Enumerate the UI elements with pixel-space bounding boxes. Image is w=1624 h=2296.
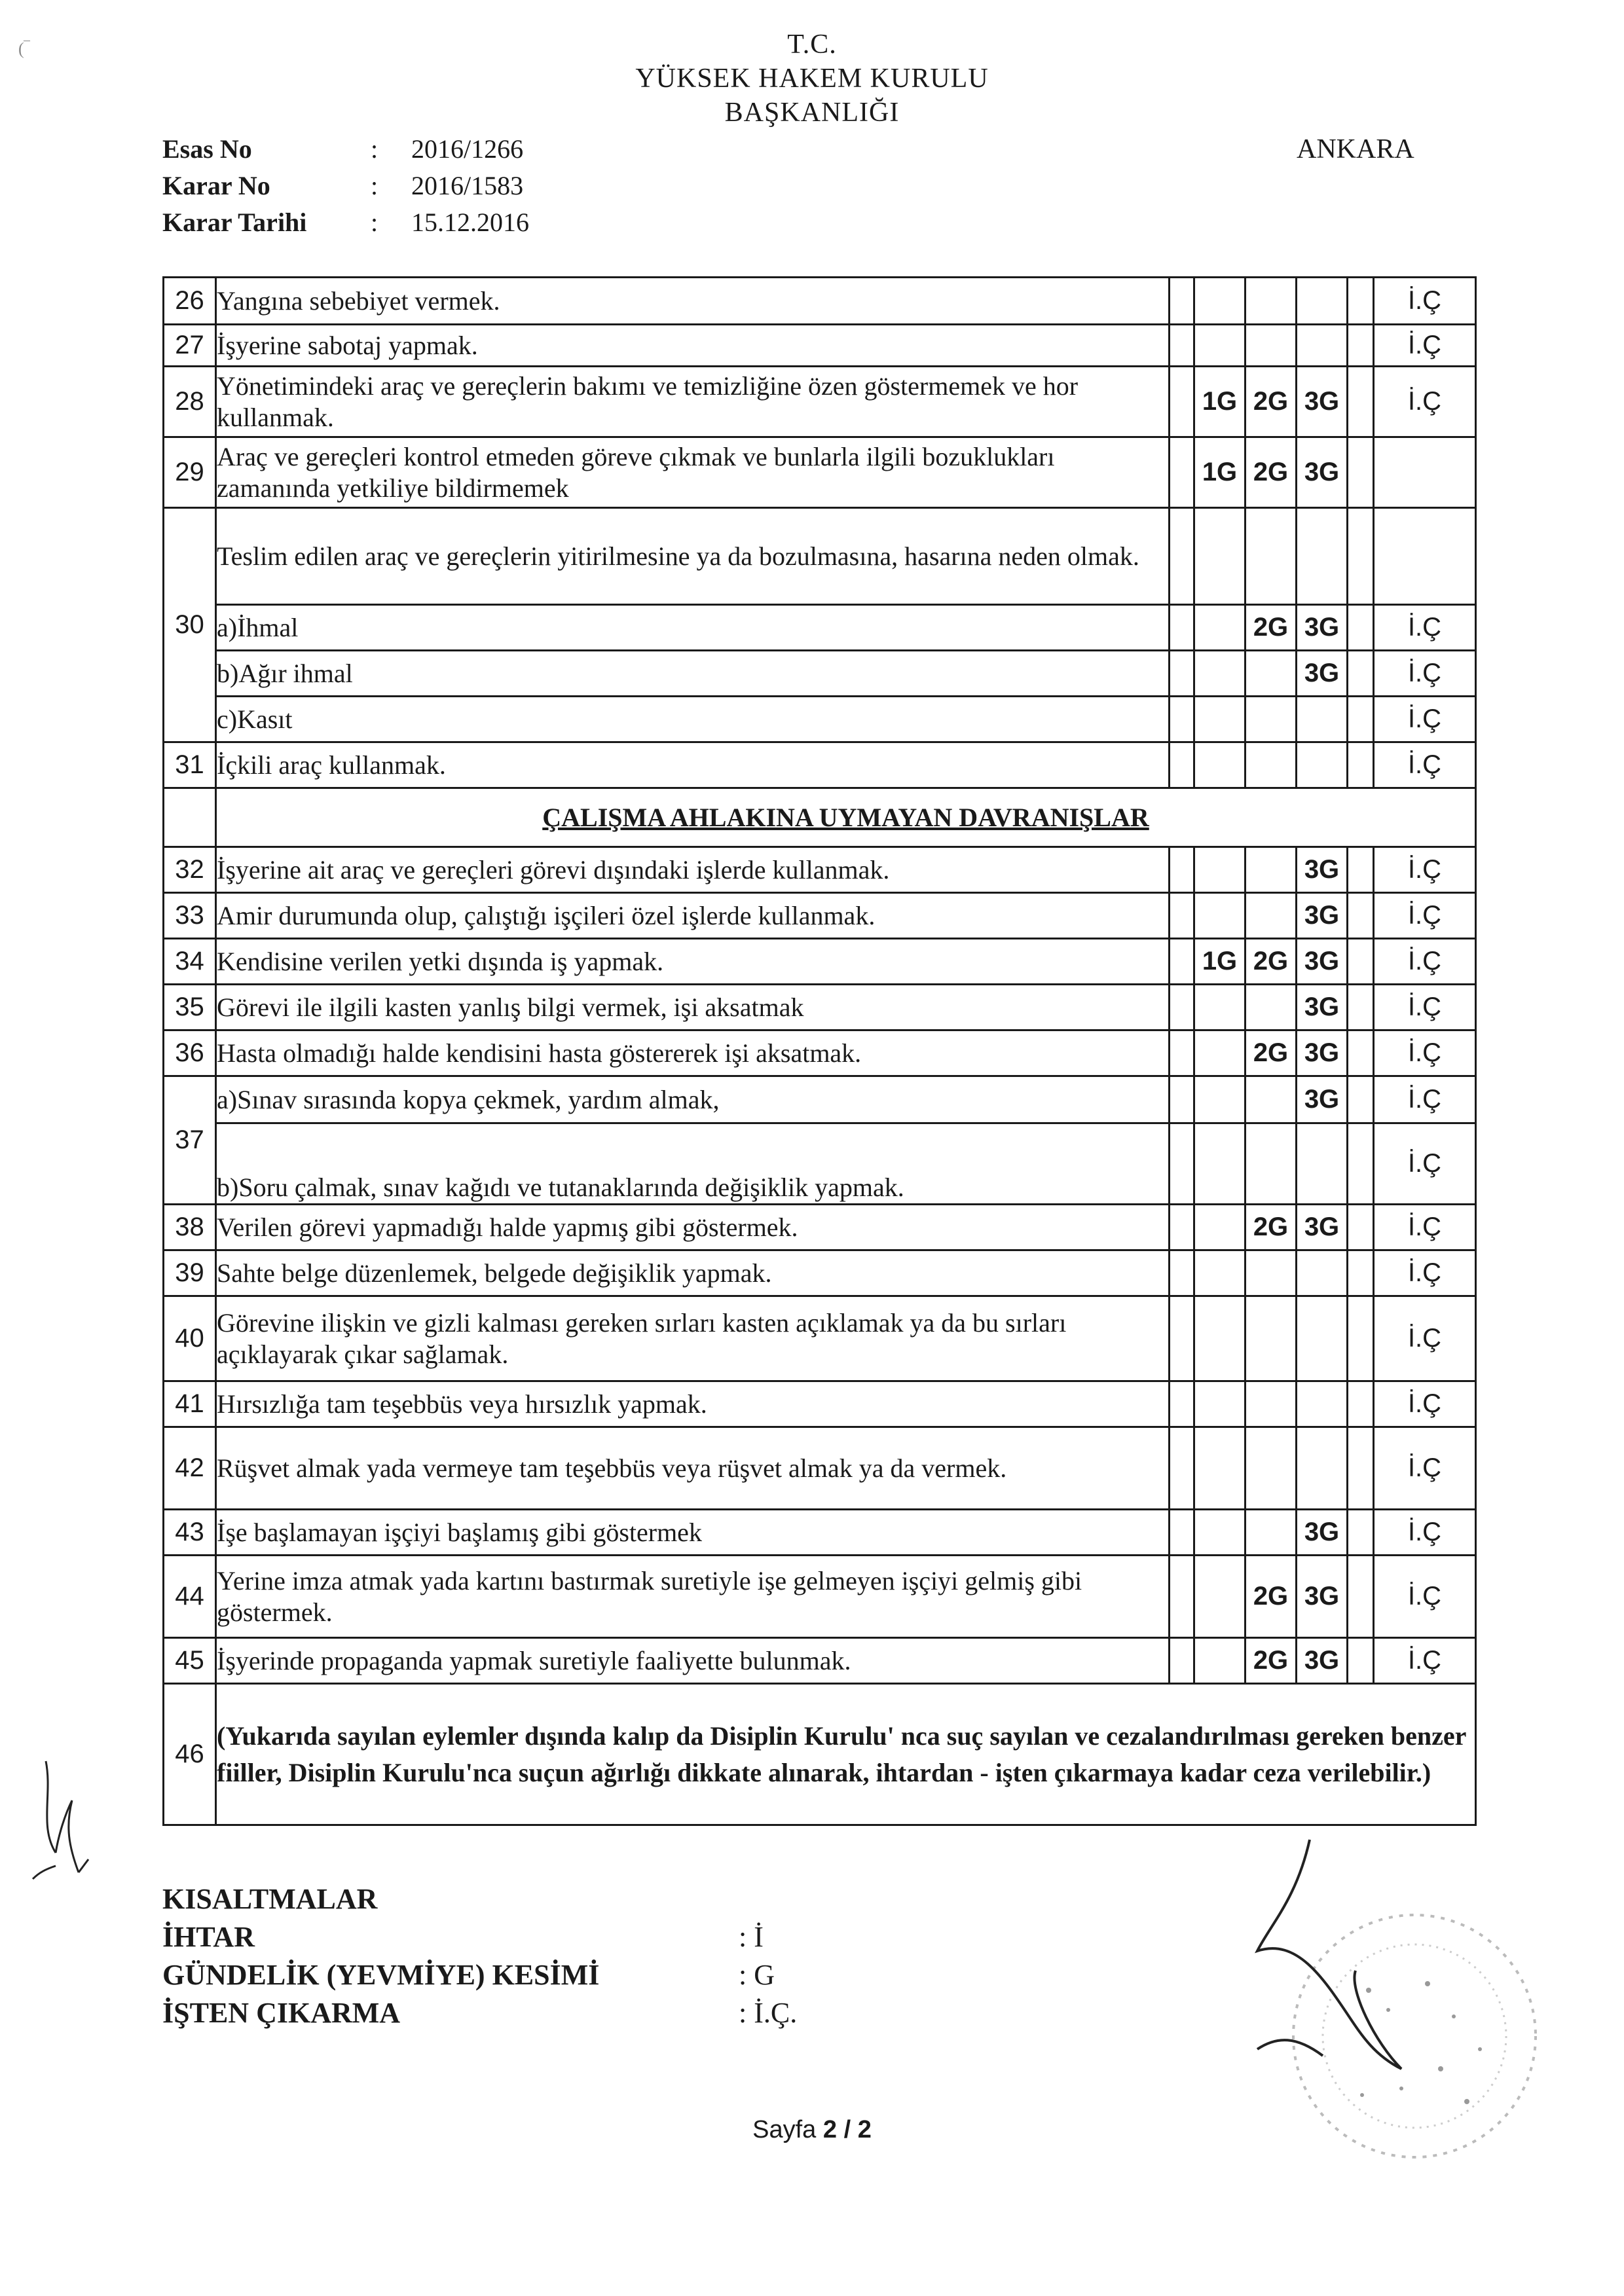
penalty-dismissal: İ.Ç [1374, 742, 1476, 788]
penalty-dismissal: İ.Ç [1374, 847, 1476, 893]
penalty-3g: 3G [1297, 847, 1348, 893]
row-number: 46 [164, 1684, 216, 1825]
row-number: 27 [164, 325, 216, 367]
margin-signature [26, 1755, 105, 1886]
abbreviation-term: İHTAR [162, 1921, 255, 1953]
penalty-2g: 2G [1246, 1205, 1297, 1250]
row-number: 42 [164, 1427, 216, 1510]
row-number: 31 [164, 742, 216, 788]
row-number: 35 [164, 985, 216, 1030]
meta-label: Esas No [162, 134, 252, 164]
penalty-dismissal: İ.Ç [1374, 605, 1476, 651]
blank-cell [1348, 985, 1374, 1030]
row-number: 41 [164, 1381, 216, 1427]
penalty-1g [1194, 742, 1246, 788]
blank-cell [1348, 1076, 1374, 1123]
row-description: İçkili araç kullanmak. [216, 742, 1170, 788]
penalty-2g [1246, 1250, 1297, 1296]
penalty-dismissal: İ.Ç [1374, 893, 1476, 939]
penalty-2g [1246, 1296, 1297, 1381]
row-description: Teslim edilen araç ve gereçlerin yitirilmesine ya da bozulmasına, hasarına neden olmak. [216, 508, 1170, 605]
blank-cell [1170, 1205, 1194, 1250]
penalty-dismissal: İ.Ç [1374, 1205, 1476, 1250]
meta-value: 2016/1583 [411, 171, 524, 200]
meta-row-karar [162, 168, 529, 204]
row-number: 28 [164, 367, 216, 437]
penalty-1g [1194, 651, 1246, 697]
blank-cell [1170, 1638, 1194, 1684]
row-number: 37 [164, 1076, 216, 1205]
blank-cell [1348, 1427, 1374, 1510]
blank-cell [1246, 508, 1297, 605]
table-row [164, 1250, 1476, 1296]
table-row [164, 1205, 1476, 1250]
penalty-dismissal: İ.Ç [1374, 1427, 1476, 1510]
penalty-1g [1194, 985, 1246, 1030]
table-row [164, 278, 1476, 325]
penalty-table [162, 276, 1477, 1826]
penalty-1g [1194, 893, 1246, 939]
penalty-2g: 2G [1246, 1556, 1297, 1638]
penalty-2g: 2G [1246, 1638, 1297, 1684]
table-row [164, 1381, 1476, 1427]
meta-row-tarih [162, 204, 529, 241]
penalty-2g [1246, 1076, 1297, 1123]
blank-cell [1348, 651, 1374, 697]
penalty-2g [1246, 893, 1297, 939]
blank-cell [1194, 508, 1246, 605]
penalty-dismissal: İ.Ç [1374, 1250, 1476, 1296]
row-footnote: (Yukarıda sayılan eylemler dışında kalıp da Disiplin Kurulu' nca suç sayılan ve cezalandırılması gereken benzer fiiller, Disiplin Kurulu'nca suçun ağırlığı dikkate alınarak, ihtardan - işten çıkarmaya kadar ceza verilebilir.) [216, 1684, 1476, 1825]
blank-cell [1170, 278, 1194, 325]
table-row [164, 1076, 1476, 1123]
city: ANKARA [1297, 134, 1414, 164]
blank-cell [1170, 437, 1194, 508]
table-row [164, 367, 1476, 437]
row-description: Sahte belge düzenlemek, belgede değişiklik yapmak. [216, 1250, 1170, 1296]
blank-cell [1170, 1427, 1194, 1510]
penalty-1g [1194, 1638, 1246, 1684]
penalty-dismissal: İ.Ç [1374, 367, 1476, 437]
penalty-3g: 3G [1297, 985, 1348, 1030]
penalty-3g: 3G [1297, 1510, 1348, 1556]
row-description: Araç ve gereçleri kontrol etmeden göreve çıkmak ve bunlarla ilgili bozuklukları zamanında yetkiliye bildirmemek [216, 437, 1170, 508]
penalty-2g: 2G [1246, 367, 1297, 437]
meta-row-esas [162, 131, 529, 168]
penalty-dismissal: İ.Ç [1374, 1638, 1476, 1684]
penalty-3g: 3G [1297, 893, 1348, 939]
row-description: a)Sınav sırasında kopya çekmek, yardım almak, [216, 1076, 1170, 1123]
blank-cell [1348, 893, 1374, 939]
blank-cell [1348, 508, 1374, 605]
blank-cell [1170, 742, 1194, 788]
blank-cell [1170, 1076, 1194, 1123]
penalty-3g [1297, 697, 1348, 742]
table-row [164, 1030, 1476, 1076]
blank-cell [1348, 1250, 1374, 1296]
blank-cell [1348, 1638, 1374, 1684]
blank-cell [1374, 508, 1476, 605]
penalty-3g [1297, 278, 1348, 325]
penalty-3g [1297, 1296, 1348, 1381]
penalty-dismissal: İ.Ç [1374, 278, 1476, 325]
meta-value: 2016/1266 [411, 134, 524, 164]
penalty-1g [1194, 1510, 1246, 1556]
table-row [164, 985, 1476, 1030]
table-row [164, 697, 1476, 742]
page-current: 2 [822, 2116, 838, 2143]
penalty-3g [1297, 742, 1348, 788]
row-description: İşe başlamayan işçiyi başlamış gibi göstermek [216, 1510, 1170, 1556]
row-number: 33 [164, 893, 216, 939]
row-number: 43 [164, 1510, 216, 1556]
penalty-1g [1194, 325, 1246, 367]
blank-cell [1170, 1556, 1194, 1638]
page-total: 2 [857, 2116, 872, 2143]
meta-value: 15.12.2016 [411, 208, 529, 237]
table-row [164, 508, 1476, 605]
row-number: 39 [164, 1250, 216, 1296]
table-row [164, 1296, 1476, 1381]
penalty-3g [1297, 1381, 1348, 1427]
blank-cell [1348, 605, 1374, 651]
row-number: 29 [164, 437, 216, 508]
abbreviation-code: : G [739, 1959, 775, 1991]
penalty-dismissal: İ.Ç [1374, 697, 1476, 742]
abbreviation-item [162, 1994, 797, 2032]
table-row [164, 1638, 1476, 1684]
blank-cell [164, 788, 216, 847]
letterhead [0, 27, 1624, 130]
penalty-3g: 3G [1297, 605, 1348, 651]
penalty-1g [1194, 1296, 1246, 1381]
abbreviation-term: İŞTEN ÇIKARMA [162, 1997, 401, 2029]
row-description: Verilen görevi yapmadığı halde yapmış gibi göstermek. [216, 1205, 1170, 1250]
table-row [164, 605, 1476, 651]
blank-cell [1348, 367, 1374, 437]
row-number: 30 [164, 508, 216, 742]
penalty-2g [1246, 1123, 1297, 1205]
penalty-2g [1246, 278, 1297, 325]
table-row [164, 325, 1476, 367]
blank-cell [1348, 1510, 1374, 1556]
blank-cell [1348, 939, 1374, 985]
penalty-dismissal: İ.Ç [1374, 1030, 1476, 1076]
blank-cell [1348, 1296, 1374, 1381]
section-title: ÇALIŞMA AHLAKINA UYMAYAN DAVRANIŞLAR [542, 803, 1149, 832]
row-number: 38 [164, 1205, 216, 1250]
blank-cell [1170, 325, 1194, 367]
row-description: İşyerinde propaganda yapmak suretiyle faaliyette bulunmak. [216, 1638, 1170, 1684]
table-row [164, 939, 1476, 985]
row-description: Görevine ilişkin ve gizli kalması gereken sırları kasten açıklamak ya da bu sırları açıklayarak çıkar sağlamak. [216, 1296, 1170, 1381]
blank-cell [1348, 1123, 1374, 1205]
penalty-2g [1246, 985, 1297, 1030]
row-number: 40 [164, 1296, 216, 1381]
penalty-2g [1246, 697, 1297, 742]
blank-cell [1170, 651, 1194, 697]
section-row [164, 788, 1476, 847]
abbreviations-title: KISALTMALAR [162, 1883, 378, 1915]
abbreviations [162, 1880, 797, 2032]
row-number: 34 [164, 939, 216, 985]
penalty-1g [1194, 847, 1246, 893]
blank-cell [1170, 697, 1194, 742]
penalty-1g [1194, 1205, 1246, 1250]
meta-label: Karar No [162, 171, 270, 200]
case-meta [162, 131, 529, 241]
meta-colon: : [371, 208, 378, 237]
table-row [164, 437, 1476, 508]
penalty-2g: 2G [1246, 1030, 1297, 1076]
blank-cell [1170, 1381, 1194, 1427]
penalty-dismissal: İ.Ç [1374, 1296, 1476, 1381]
row-description: Hırsızlığa tam teşebbüs veya hırsızlık yapmak. [216, 1381, 1170, 1427]
blank-cell [1297, 508, 1348, 605]
penalty-1g [1194, 1381, 1246, 1427]
penalty-3g: 3G [1297, 437, 1348, 508]
blank-cell [1170, 508, 1194, 605]
penalty-1g [1194, 1250, 1246, 1296]
row-description: İşyerine sabotaj yapmak. [216, 325, 1170, 367]
penalty-3g: 3G [1297, 1205, 1348, 1250]
penalty-1g [1194, 1427, 1246, 1510]
abbreviation-item [162, 1918, 797, 1956]
letterhead-unit: BAŞKANLIĞI [724, 98, 900, 128]
meta-colon: : [371, 134, 378, 164]
penalty-2g: 2G [1246, 939, 1297, 985]
table-row [164, 1556, 1476, 1638]
row-number: 26 [164, 278, 216, 325]
row-description: Yangına sebebiyet vermek. [216, 278, 1170, 325]
penalty-2g: 2G [1246, 437, 1297, 508]
penalty-2g [1246, 325, 1297, 367]
penalty-dismissal: İ.Ç [1374, 325, 1476, 367]
meta-colon: : [371, 171, 378, 200]
penalty-2g [1246, 1427, 1297, 1510]
row-description: a)İhmal [216, 605, 1170, 651]
blank-cell [1348, 278, 1374, 325]
row-description: Yönetimindeki araç ve gereçlerin bakımı ve temizliğine özen göstermemek ve hor kullanmak. [216, 367, 1170, 437]
row-description: Yerine imza atmak yada kartını bastırmak suretiyle işe gelmeyen işçiyi gelmiş gibi göstermek. [216, 1556, 1170, 1638]
penalty-2g [1246, 651, 1297, 697]
row-number: 45 [164, 1638, 216, 1684]
penalty-1g: 1G [1194, 939, 1246, 985]
section-title-cell [216, 788, 1476, 847]
blank-cell [1170, 1510, 1194, 1556]
penalty-2g [1246, 1381, 1297, 1427]
stamp-and-signature [1218, 1820, 1545, 2187]
blank-cell [1348, 1381, 1374, 1427]
penalty-3g: 3G [1297, 1030, 1348, 1076]
penalty-3g: 3G [1297, 1076, 1348, 1123]
penalty-dismissal: İ.Ç [1374, 651, 1476, 697]
table-row [164, 1684, 1476, 1825]
penalty-dismissal: İ.Ç [1374, 985, 1476, 1030]
row-description: Amir durumunda olup, çalıştığı işçileri özel işlerde kullanmak. [216, 893, 1170, 939]
row-description: Rüşvet almak yada vermeye tam teşebbüs veya rüşvet almak ya da vermek. [216, 1427, 1170, 1510]
blank-cell [1170, 847, 1194, 893]
blank-cell [1348, 1205, 1374, 1250]
table-row [164, 742, 1476, 788]
row-description: İşyerine ait araç ve gereçleri görevi dışındaki işlerde kullanmak. [216, 847, 1170, 893]
penalty-3g: 3G [1297, 1556, 1348, 1638]
penalty-dismissal: İ.Ç [1374, 1556, 1476, 1638]
penalty-1g [1194, 1030, 1246, 1076]
table-row [164, 1427, 1476, 1510]
penalty-1g: 1G [1194, 367, 1246, 437]
penalty-dismissal [1374, 437, 1476, 508]
row-description: Görevi ile ilgili kasten yanlış bilgi vermek, işi aksatmak [216, 985, 1170, 1030]
blank-cell [1170, 367, 1194, 437]
table-row [164, 651, 1476, 697]
blank-cell [1170, 939, 1194, 985]
penalty-1g: 1G [1194, 437, 1246, 508]
penalty-3g: 3G [1297, 939, 1348, 985]
blank-cell [1170, 1123, 1194, 1205]
blank-cell [1348, 325, 1374, 367]
blank-cell [1170, 605, 1194, 651]
row-number: 32 [164, 847, 216, 893]
meta-label: Karar Tarihi [162, 208, 307, 237]
penalty-dismissal: İ.Ç [1374, 1510, 1476, 1556]
table-row [164, 893, 1476, 939]
penalty-2g: 2G [1246, 605, 1297, 651]
page-label: Sayfa [752, 2116, 817, 2143]
blank-cell [1170, 985, 1194, 1030]
table-row [164, 847, 1476, 893]
penalty-dismissal: İ.Ç [1374, 1076, 1476, 1123]
penalty-dismissal: İ.Ç [1374, 1123, 1476, 1205]
blank-cell [1170, 1296, 1194, 1381]
penalty-dismissal: İ.Ç [1374, 1381, 1476, 1427]
penalty-1g [1194, 278, 1246, 325]
penalty-3g: 3G [1297, 367, 1348, 437]
penalty-1g [1194, 697, 1246, 742]
penalty-3g [1297, 1250, 1348, 1296]
penalty-1g [1194, 1123, 1246, 1205]
penalty-2g [1246, 847, 1297, 893]
row-description: c)Kasıt [216, 697, 1170, 742]
abbreviation-code: : İ [739, 1921, 764, 1953]
blank-cell [1348, 697, 1374, 742]
row-description: b)Ağır ihmal [216, 651, 1170, 697]
abbreviation-item [162, 1956, 797, 1994]
blank-cell [1170, 1250, 1194, 1296]
blank-cell [1348, 847, 1374, 893]
penalty-3g [1297, 325, 1348, 367]
penalty-3g: 3G [1297, 1638, 1348, 1684]
blank-cell [1348, 437, 1374, 508]
margin-mark: (‾ [18, 39, 30, 58]
blank-cell [1348, 1030, 1374, 1076]
penalty-1g [1194, 1076, 1246, 1123]
table-row [164, 1123, 1476, 1205]
blank-cell [1348, 742, 1374, 788]
row-description: Kendisine verilen yetki dışında iş yapmak. [216, 939, 1170, 985]
table-row [164, 1510, 1476, 1556]
letterhead-country: T.C. [787, 29, 837, 60]
penalty-3g [1297, 1427, 1348, 1510]
penalty-dismissal: İ.Ç [1374, 939, 1476, 985]
blank-cell [1170, 1030, 1194, 1076]
abbreviation-code: : İ.Ç. [739, 1997, 798, 2029]
penalty-3g [1297, 1123, 1348, 1205]
penalty-2g [1246, 742, 1297, 788]
row-number: 36 [164, 1030, 216, 1076]
row-description: b)Soru çalmak, sınav kağıdı ve tutanaklarında değişiklik yapmak. [216, 1123, 1170, 1205]
row-description: Hasta olmadığı halde kendisini hasta göstererek işi aksatmak. [216, 1030, 1170, 1076]
row-number: 44 [164, 1556, 216, 1638]
blank-cell [1170, 893, 1194, 939]
penalty-2g [1246, 1510, 1297, 1556]
blank-cell [1348, 1556, 1374, 1638]
penalty-1g [1194, 605, 1246, 651]
penalty-1g [1194, 1556, 1246, 1638]
abbreviation-term: GÜNDELİK (YEVMİYE) KESİMİ [162, 1959, 600, 1991]
penalty-3g: 3G [1297, 651, 1348, 697]
page-separator: / [843, 2116, 851, 2143]
letterhead-institution: YÜKSEK HAKEM KURULU [635, 64, 989, 94]
